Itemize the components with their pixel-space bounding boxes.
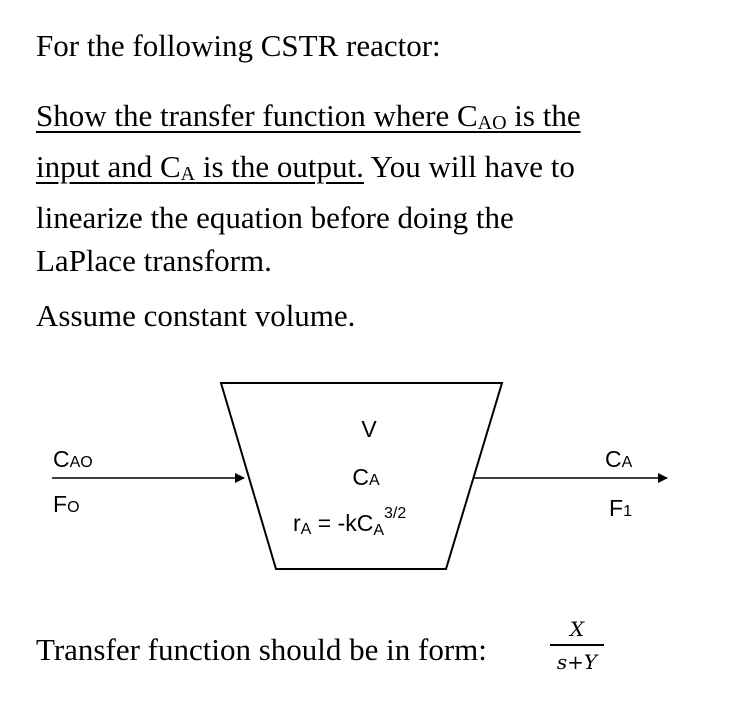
transfer-label: Transfer function should be in form:: [36, 632, 487, 667]
assumption-text: Assume constant volume.: [36, 298, 356, 333]
task-line-1: Show the transfer function where CAO is the: [36, 98, 581, 134]
volume-label: V: [361, 416, 377, 442]
fraction-denominator: s+Y: [556, 649, 598, 674]
transfer-fraction: [548, 617, 606, 675]
inlet-flow-label: FO: [53, 491, 80, 517]
rate-equation: rA = -kCA$^{3/2}$: [293, 505, 407, 539]
fraction-numerator: X: [569, 617, 585, 641]
outlet-flow-label: F1: [609, 495, 632, 521]
task-line-3: linearize the equation before doing the: [36, 200, 514, 235]
outlet-concentration-label: CA: [605, 446, 633, 472]
reactor-concentration-label: CA: [352, 464, 380, 490]
task-line-4: LaPlace transform.: [36, 243, 272, 278]
task-line-2: input and CA is the output. You will have to: [36, 149, 575, 185]
fraction-bar: [550, 644, 604, 646]
intro-text: For the following CSTR reactor:: [36, 28, 441, 63]
inlet-concentration-label: CAO: [53, 446, 93, 472]
